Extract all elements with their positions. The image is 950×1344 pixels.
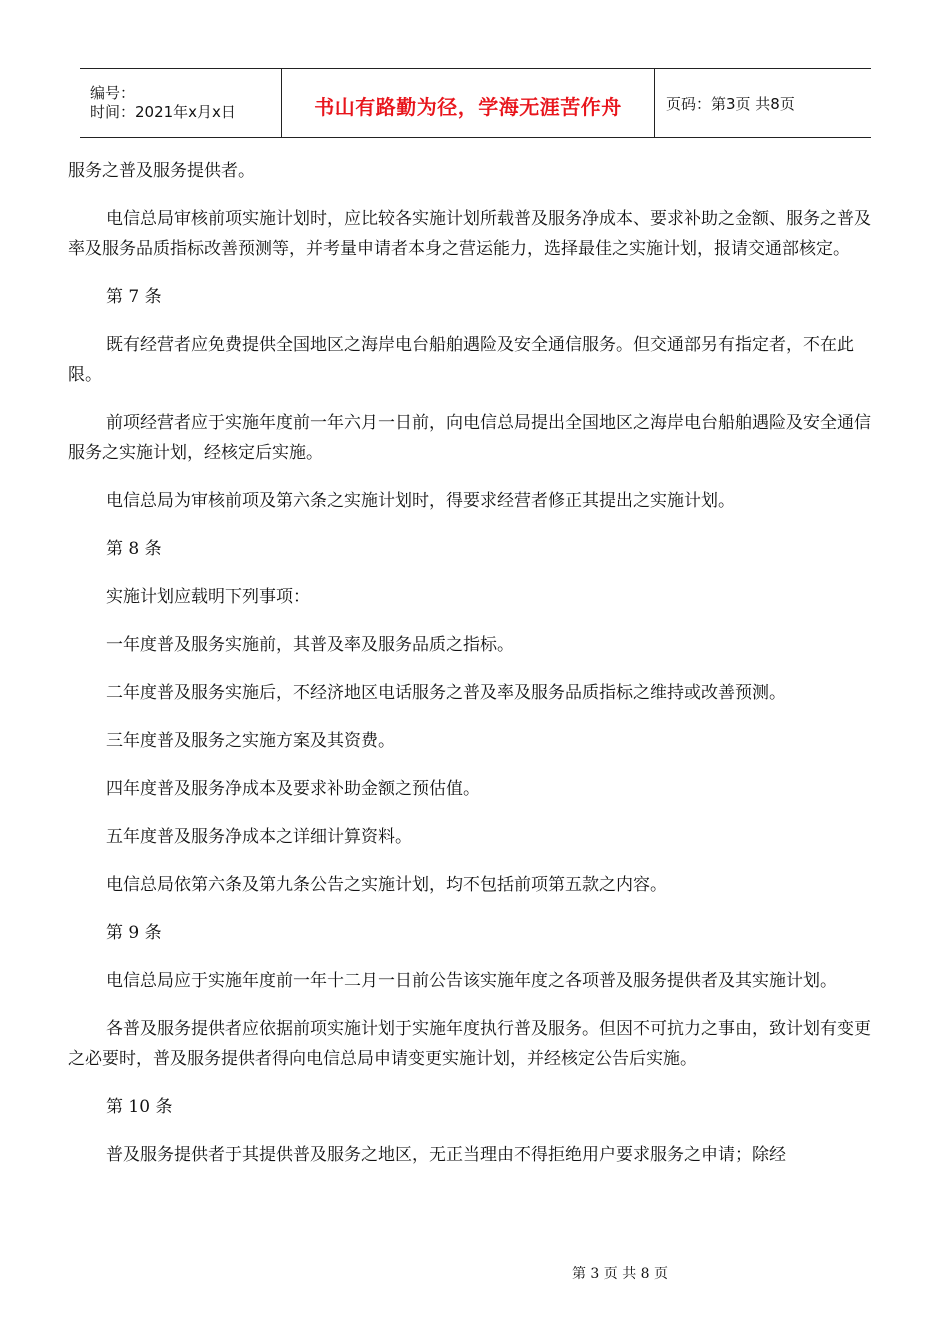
list-item: 三年度普及服务之实施方案及其资费。 [106, 731, 395, 751]
header-meta [80, 69, 282, 137]
list-item: 一年度普及服务实施前，其普及率及服务品质之指标。 [106, 635, 514, 655]
header-page-label: 页码：第3页 共8页 [666, 94, 795, 113]
list-item: 五年度普及服务净成本之详细计算资料。 [106, 827, 412, 847]
header-motto: 书山有路勤为径，学海无涯苦作舟 [314, 94, 622, 119]
page-footer: 第 3 页 共 8 页 [571, 1266, 669, 1282]
paragraph: 电信总局审核前项实施计划时，应比较各实施计划所载普及服务净成本、要求补助之金额、服务之普及率及服务品质指标改善预测等，并考量申请者本身之营运能力，选择最佳之实施计划，报请交通部核定。 [68, 209, 871, 259]
article-heading: 第 9 条 [106, 923, 162, 943]
paragraph: 既有经营者应免费提供全国地区之海岸电台船舶遇险及安全通信服务。但交通部另有指定者，不在此限。 [68, 335, 854, 385]
document-date-label: 时间：2021年x月x日 [90, 103, 236, 121]
article-heading: 第 8 条 [106, 539, 162, 559]
list-item: 二年度普及服务实施后，不经济地区电话服务之普及率及服务品质指标之维持或改善预测。 [106, 683, 786, 703]
article-heading: 第 7 条 [106, 287, 162, 307]
document-header [80, 68, 871, 138]
paragraph: 电信总局依第六条及第九条公告之实施计划，均不包括前项第五款之内容。 [106, 875, 667, 895]
document-number-label: 编号： [90, 84, 136, 102]
header-motto-cell [282, 69, 655, 137]
paragraph: 普及服务提供者于其提供普及服务之地区，无正当理由不得拒绝用户要求服务之申请；除经 [106, 1145, 786, 1165]
paragraph: 实施计划应载明下列事项： [106, 587, 310, 607]
paragraph: 前项经营者应于实施年度前一年六月一日前，向电信总局提出全国地区之海岸电台船舶遇险及安全通信服务之实施计划，经核定后实施。 [68, 413, 871, 463]
paragraph: 电信总局为审核前项及第六条之实施计划时，得要求经营者修正其提出之实施计划。 [106, 491, 735, 511]
header-page-cell [655, 69, 871, 137]
article-heading: 第 10 条 [106, 1097, 173, 1117]
paragraph: 各普及服务提供者应依据前项实施计划于实施年度执行普及服务。但因不可抗力之事由，致计划有变更之必要时，普及服务提供者得向电信总局申请变更实施计划，并经核定公告后实施。 [68, 1019, 871, 1069]
paragraph: 电信总局应于实施年度前一年十二月一日前公告该实施年度之各项普及服务提供者及其实施计划。 [106, 971, 837, 991]
document-body [68, 156, 872, 1188]
paragraph: 服务之普及服务提供者。 [68, 161, 255, 181]
list-item: 四年度普及服务净成本及要求补助金额之预估值。 [106, 779, 480, 799]
